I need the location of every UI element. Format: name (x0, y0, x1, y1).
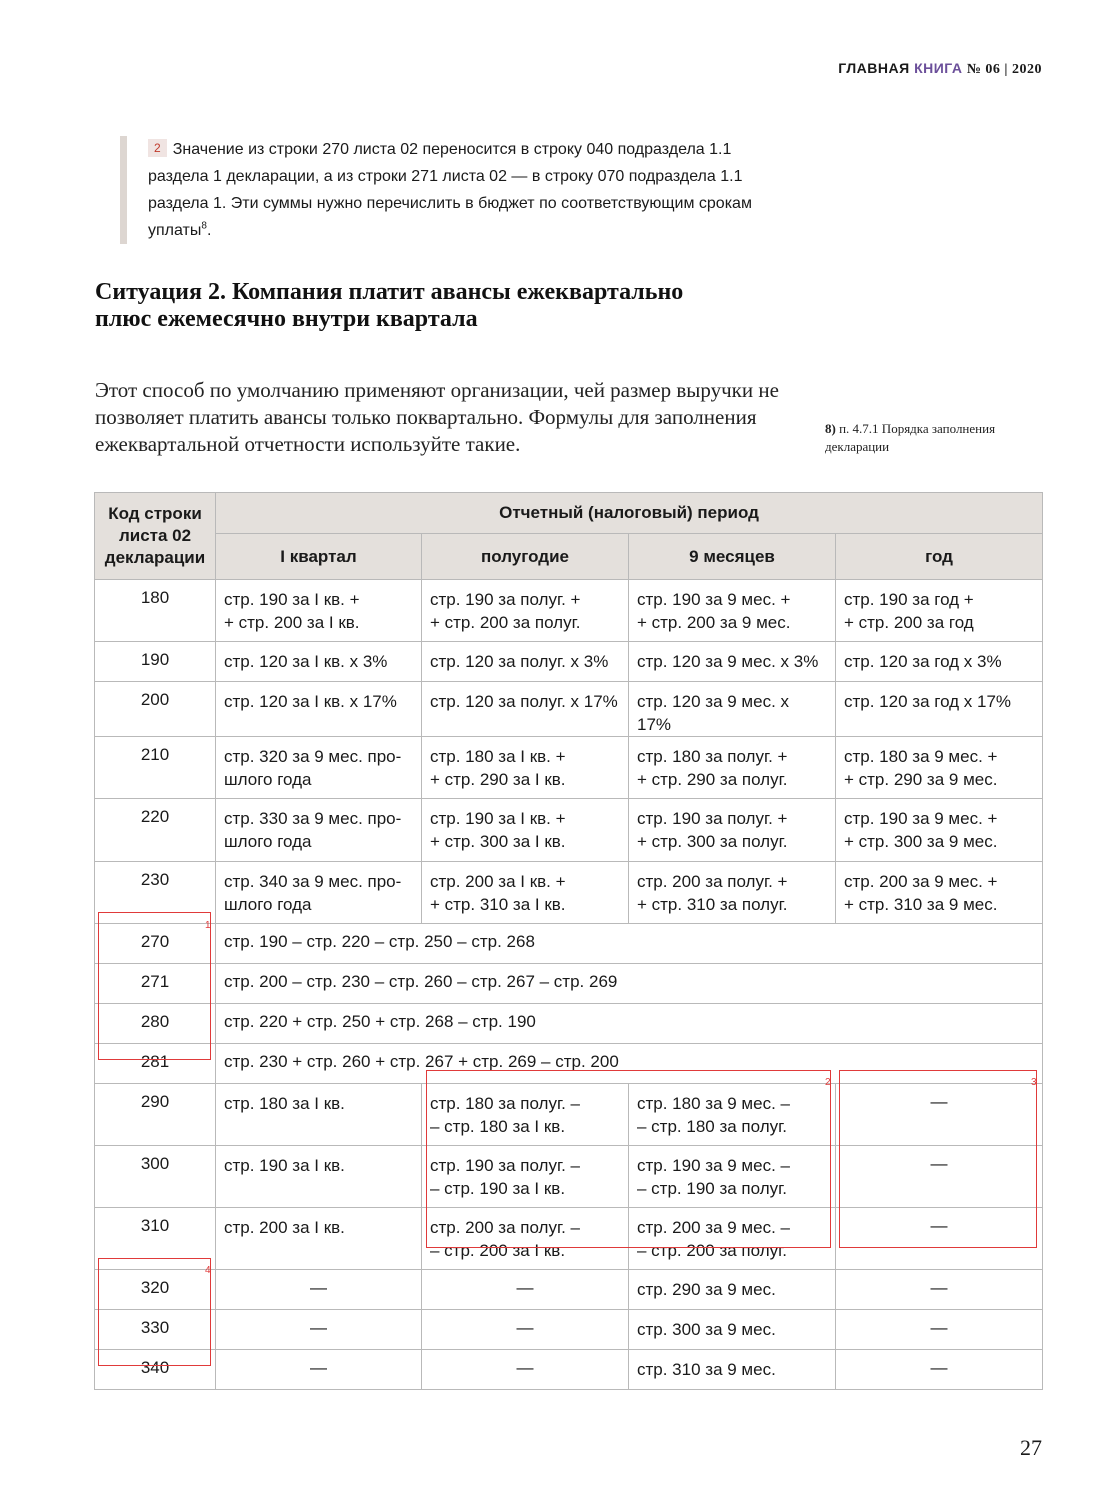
annotation-box-1 (98, 912, 211, 1060)
formula-cell: стр. 200 – стр. 230 – стр. 260 – стр. 267 – стр. 269 (216, 964, 1043, 1004)
table-cell: стр. 190 за I кв. + + стр. 200 за I кв. (216, 580, 422, 642)
annotation-label-3: 3 (1031, 1077, 1037, 1088)
table-cell: стр. 180 за 9 мес. + + стр. 290 за 9 мес. (836, 737, 1043, 799)
header-period-3: 9 месяцев (629, 534, 836, 580)
sidenote-number: 8) (825, 421, 836, 436)
formula-cell: стр. 220 + стр. 250 + стр. 268 – стр. 190 (216, 1004, 1043, 1044)
table-cell: стр. 330 за 9 мес. про- шлого года (216, 799, 422, 862)
formula-cell: стр. 230 + стр. 260 + стр. 267 + стр. 269 – стр. 200 (216, 1044, 1043, 1084)
table-cell: — (836, 1350, 1043, 1390)
note-text: Значение из строки 270 листа 02 переносится в строку 040 подраздела 1.1 раздела 1 декларации, а из строки 271 листа 02 — в строку 070 подраздела 1.1 раздела 1. Эти суммы нужно перечислить в бюджет по соответствующим срокам уплаты (148, 141, 752, 239)
callout-note (120, 136, 788, 244)
annotation-label-2: 2 (825, 1077, 831, 1088)
annotation-box-4 (98, 1258, 211, 1366)
table-cell: стр. 300 за 9 мес. (629, 1310, 836, 1350)
row-code: 190 (95, 642, 216, 682)
table-cell: стр. 180 за полуг. + + стр. 290 за полуг. (629, 737, 836, 799)
table-cell: стр. 120 за 9 мес. х 17% (629, 682, 836, 737)
masthead (838, 60, 1042, 78)
row-code: 271 (95, 964, 216, 1004)
annotation-box-2 (426, 1070, 831, 1248)
table-cell: стр. 120 за год х 17% (836, 682, 1043, 737)
table-cell: стр. 200 за полуг. – – стр. 200 за I кв. (422, 1208, 629, 1270)
table-row (95, 1004, 1043, 1044)
table-cell: стр. 190 за год + + стр. 200 за год (836, 580, 1043, 642)
table-cell: стр. 340 за 9 мес. про- шлого года (216, 862, 422, 924)
page-number: 27 (1020, 1435, 1042, 1460)
table-cell: — (216, 1270, 422, 1310)
table-row (95, 682, 1043, 737)
table-row (95, 580, 1043, 642)
table-cell: стр. 200 за 9 мес. – – стр. 200 за полуг. (629, 1208, 836, 1270)
table-cell: стр. 120 за 9 мес. х 3% (629, 642, 836, 682)
table-cell: стр. 190 за полуг. + + стр. 300 за полуг. (629, 799, 836, 862)
intro-paragraph: Этот способ по умолчанию применяют организации, чей размер выручки не позволяет платить авансы только поквартально. Формулы для заполнения ежеквартальной отчетности используйте такие. (95, 378, 779, 456)
table-cell: стр. 190 за I кв. + + стр. 300 за I кв. (422, 799, 629, 862)
section-heading: Ситуация 2. Компания платит авансы ежеквартально плюс ежемесячно внутри квартала (95, 279, 684, 332)
table-cell: — (836, 1084, 1043, 1146)
table-cell: — (216, 1350, 422, 1390)
table-cell: стр. 120 за полуг. х 17% (422, 682, 629, 737)
table-cell: стр. 320 за 9 мес. про- шлого года (216, 737, 422, 799)
table-cell: стр. 190 за I кв. (216, 1146, 422, 1208)
table-cell: стр. 180 за полуг. – – стр. 180 за I кв. (422, 1084, 629, 1146)
annotation-label-4: 4 (205, 1265, 211, 1276)
table-cell: стр. 290 за 9 мес. (629, 1270, 836, 1310)
table-cell: стр. 180 за 9 мес. – – стр. 180 за полуг. (629, 1084, 836, 1146)
table-cell: стр. 120 за I кв. х 3% (216, 642, 422, 682)
row-code: 290 (95, 1084, 216, 1146)
note-tail: . (206, 222, 212, 239)
table-cell: стр. 120 за год х 3% (836, 642, 1043, 682)
formula-table (94, 492, 1043, 1390)
table-cell: стр. 200 за I кв. + + стр. 310 за I кв. (422, 862, 629, 924)
table-cell: стр. 310 за 9 мес. (629, 1350, 836, 1390)
row-code: 310 (95, 1208, 216, 1270)
table-cell: стр. 200 за 9 мес. + + стр. 310 за 9 мес. (836, 862, 1043, 924)
table-cell: стр. 200 за полуг. + + стр. 310 за полуг. (629, 862, 836, 924)
row-code: 210 (95, 737, 216, 799)
table-row (95, 642, 1043, 682)
table-cell: — (422, 1270, 629, 1310)
row-code: 270 (95, 924, 216, 964)
table-cell: — (836, 1310, 1043, 1350)
row-code: 180 (95, 580, 216, 642)
table-row (95, 737, 1043, 799)
table-row (95, 1350, 1043, 1390)
table-cell: стр. 190 за полуг. + + стр. 200 за полуг. (422, 580, 629, 642)
row-code: 230 (95, 862, 216, 924)
row-code: 300 (95, 1146, 216, 1208)
table-row (95, 1310, 1043, 1350)
row-code: 330 (95, 1310, 216, 1350)
table-cell: стр. 190 за полуг. – – стр. 190 за I кв. (422, 1146, 629, 1208)
table-row (95, 799, 1043, 862)
row-code: 280 (95, 1004, 216, 1044)
sidenote (825, 420, 1045, 456)
header-period-1: I квартал (216, 534, 422, 580)
row-code: 220 (95, 799, 216, 862)
table-cell: стр. 120 за I кв. х 17% (216, 682, 422, 737)
table-cell: стр. 180 за I кв. + + стр. 290 за I кв. (422, 737, 629, 799)
masthead-issue: № 06 | 2020 (966, 62, 1042, 77)
table-cell: — (836, 1208, 1043, 1270)
row-code: 200 (95, 682, 216, 737)
table-cell: стр. 190 за 9 мес. + + стр. 200 за 9 мес. (629, 580, 836, 642)
note-footnote-ref: 8 (201, 220, 207, 232)
header-code: Код строки листа 02 декларации (95, 493, 216, 580)
formula-cell: стр. 190 – стр. 220 – стр. 250 – стр. 268 (216, 924, 1043, 964)
note-marker: 2 (148, 139, 167, 157)
table-cell: — (836, 1146, 1043, 1208)
sidenote-text: п. 4.7.1 Порядка заполнения декларации (825, 421, 996, 454)
table-row (95, 1270, 1043, 1310)
row-code: 320 (95, 1270, 216, 1310)
table-cell: — (422, 1310, 629, 1350)
table-cell: — (216, 1310, 422, 1350)
table-cell: стр. 200 за I кв. (216, 1208, 422, 1270)
table-row (95, 924, 1043, 964)
table-row (95, 862, 1043, 924)
table-cell: стр. 190 за 9 мес. + + стр. 300 за 9 мес. (836, 799, 1043, 862)
table-cell: стр. 180 за I кв. (216, 1084, 422, 1146)
row-code: 340 (95, 1350, 216, 1390)
masthead-brand-a: ГЛАВНАЯ (838, 60, 910, 76)
table-cell: стр. 190 за 9 мес. – – стр. 190 за полуг. (629, 1146, 836, 1208)
header-period-2: полугодие (422, 534, 629, 580)
header-period-group: Отчетный (налоговый) период (216, 493, 1043, 534)
table-cell: стр. 120 за полуг. х 3% (422, 642, 629, 682)
annotation-box-3 (839, 1070, 1037, 1248)
row-code: 281 (95, 1044, 216, 1084)
table-row (95, 964, 1043, 1004)
header-period-4: год (836, 534, 1043, 580)
masthead-brand-b: КНИГА (914, 60, 963, 76)
table-cell: — (836, 1270, 1043, 1310)
annotation-label-1: 1 (205, 920, 211, 931)
table-cell: — (422, 1350, 629, 1390)
